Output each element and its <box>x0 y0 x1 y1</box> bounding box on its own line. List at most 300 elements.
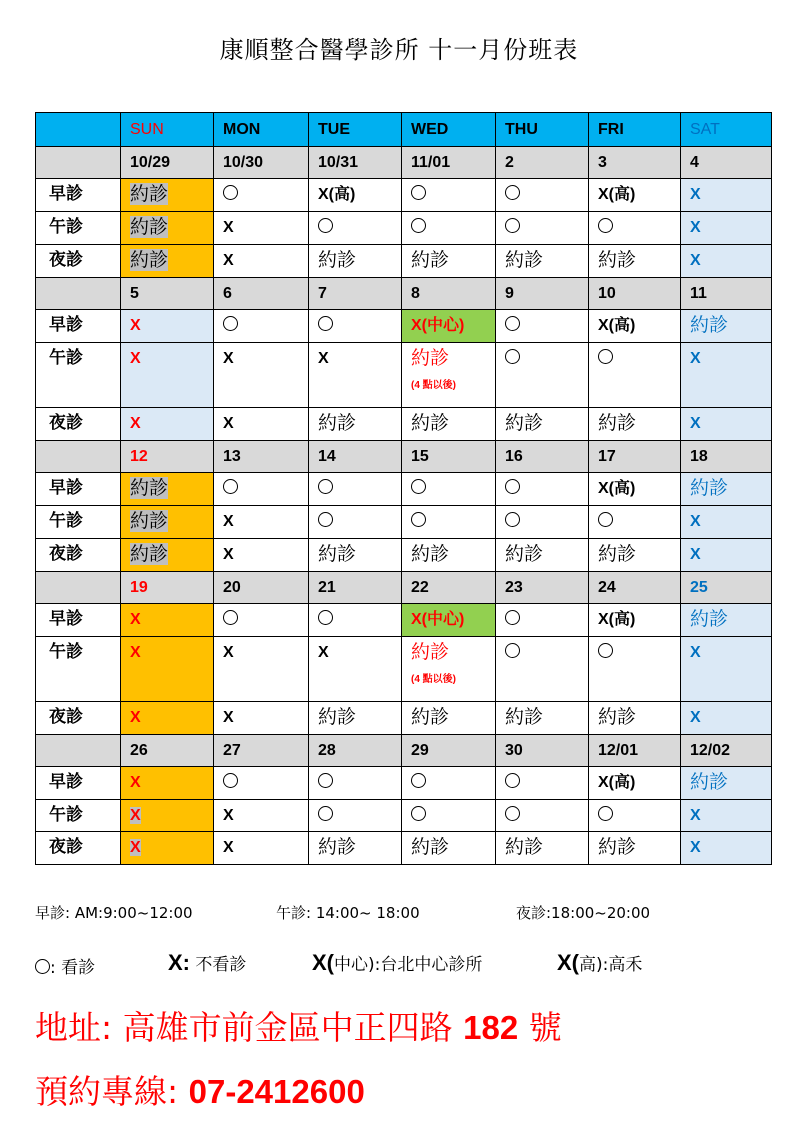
date-cell <box>681 278 772 310</box>
weekday-label: THU <box>505 121 538 138</box>
legend-visit <box>35 953 95 978</box>
cell-value: X <box>130 839 141 856</box>
schedule-cell <box>681 767 772 800</box>
session-label <box>36 343 121 408</box>
date-label: 21 <box>318 579 336 596</box>
circle-icon <box>223 316 238 331</box>
schedule-cell <box>309 408 402 441</box>
schedule-cell <box>681 245 772 278</box>
date-cell <box>589 147 681 179</box>
schedule-cell <box>309 604 402 637</box>
phone-label: 預約專線: <box>35 1072 179 1111</box>
schedule-cell <box>589 310 681 343</box>
cell-value: 約診 <box>411 706 450 728</box>
date-cell <box>309 441 402 473</box>
date-cell <box>309 278 402 310</box>
schedule-cell <box>496 702 589 735</box>
cell-value: 約診 <box>318 836 357 858</box>
session-label-text: 午診 <box>49 642 83 662</box>
date-cell <box>309 572 402 604</box>
date-cell <box>402 147 496 179</box>
legend-x-symbol: X: <box>168 950 190 975</box>
weekday-label: TUE <box>318 121 350 138</box>
schedule-cell <box>402 473 496 506</box>
schedule-cell <box>309 245 402 278</box>
schedule-cell <box>496 506 589 539</box>
schedule-cell <box>309 539 402 572</box>
schedule-cell <box>496 245 589 278</box>
date-label: 4 <box>690 154 699 171</box>
cell-value: X <box>130 774 141 791</box>
cell-value: 約診 <box>411 836 450 858</box>
schedule-cell <box>496 832 589 865</box>
circle-icon <box>598 218 613 233</box>
date-cell <box>121 572 214 604</box>
schedule-cell <box>589 212 681 245</box>
schedule-cell <box>121 637 214 702</box>
circle-icon <box>411 479 426 494</box>
legend-no-visit <box>168 950 246 976</box>
schedule-cell <box>681 408 772 441</box>
circle-icon <box>598 806 613 821</box>
schedule-cell <box>496 310 589 343</box>
schedule-table <box>35 112 772 865</box>
circle-icon <box>411 806 426 821</box>
circle-icon <box>223 773 238 788</box>
legend-gao <box>557 950 642 976</box>
cell-value: X <box>223 350 234 367</box>
weekday-label: SAT <box>690 121 720 138</box>
cell-value: X(高) <box>318 186 356 203</box>
date-label: 2 <box>505 154 514 171</box>
date-label: 15 <box>411 448 429 465</box>
cell-value: X <box>690 546 701 563</box>
weekday-header <box>589 113 681 147</box>
schedule-cell <box>214 245 309 278</box>
date-label: 29 <box>411 742 429 759</box>
schedule-cell <box>214 310 309 343</box>
cell-value: 約診 <box>690 771 729 793</box>
cell-value: 約診 <box>318 412 357 434</box>
session-label-text: 早診 <box>49 184 83 204</box>
address-suffix: 號 <box>528 1008 562 1047</box>
schedule-cell <box>121 604 214 637</box>
cell-value: X <box>690 186 701 203</box>
circle-icon <box>598 512 613 527</box>
schedule-cell <box>589 539 681 572</box>
cell-value: 約診 <box>598 412 637 434</box>
session-label <box>36 245 121 278</box>
cell-value: 約診 <box>598 543 637 565</box>
session-label-text: 午診 <box>49 805 83 825</box>
date-label: 11 <box>690 285 707 302</box>
session-label-text: 午診 <box>49 217 83 237</box>
date-cell <box>121 735 214 767</box>
date-label: 26 <box>130 742 148 759</box>
cell-value: X(高) <box>598 317 636 334</box>
schedule-cell <box>309 800 402 832</box>
cell-value: X <box>690 709 701 726</box>
session-label-text: 夜診 <box>49 837 83 857</box>
hours-afternoon: 午診: 14:00~ 18:00 <box>276 904 420 922</box>
date-cell <box>402 278 496 310</box>
cell-value: X <box>223 839 234 856</box>
hours-morning: 早診: AM:9:00~12:00 <box>35 904 193 922</box>
cell-value: 約診 <box>130 216 169 238</box>
cell-value: 約診 <box>130 249 169 271</box>
date-cell <box>496 441 589 473</box>
date-label: 30 <box>505 742 523 759</box>
weekday-header <box>496 113 589 147</box>
cell-value: X <box>130 350 141 367</box>
date-row-label <box>36 572 121 604</box>
session-label <box>36 604 121 637</box>
date-cell <box>214 441 309 473</box>
schedule-cell <box>402 212 496 245</box>
date-cell <box>309 735 402 767</box>
cell-value: 約診 <box>505 249 544 271</box>
date-label: 11/01 <box>411 154 451 171</box>
session-label-text: 夜診 <box>49 544 83 564</box>
circle-icon <box>318 610 333 625</box>
cell-value: X <box>223 252 234 269</box>
schedule-cell <box>121 539 214 572</box>
cell-value: X(高) <box>598 611 636 628</box>
date-cell <box>496 735 589 767</box>
schedule-cell <box>496 408 589 441</box>
circle-icon <box>505 479 520 494</box>
schedule-cell <box>496 539 589 572</box>
schedule-cell <box>214 832 309 865</box>
circle-icon <box>35 959 50 974</box>
cell-value: X <box>223 644 234 661</box>
address-number: 182 <box>463 1009 519 1046</box>
session-row <box>36 539 772 572</box>
schedule-cell <box>589 506 681 539</box>
circle-icon <box>505 773 520 788</box>
schedule-cell <box>121 343 214 408</box>
session-row <box>36 506 772 539</box>
circle-icon <box>505 610 520 625</box>
schedule-cell <box>589 637 681 702</box>
schedule-cell <box>496 212 589 245</box>
session-label <box>36 179 121 212</box>
date-label: 14 <box>318 448 336 465</box>
schedule-cell <box>214 212 309 245</box>
circle-icon <box>318 512 333 527</box>
schedule-cell <box>121 212 214 245</box>
cell-value: X <box>223 219 234 236</box>
circle-icon <box>505 512 520 527</box>
date-label: 17 <box>598 448 616 465</box>
weekday-header <box>121 113 214 147</box>
weekday-label: MON <box>223 121 261 138</box>
schedule-cell <box>309 702 402 735</box>
date-cell <box>589 735 681 767</box>
cell-value: 約診 <box>598 836 637 858</box>
schedule-cell <box>402 604 496 637</box>
cell-value: X <box>223 415 234 432</box>
session-label-text: 早診 <box>49 609 83 629</box>
cell-value: X <box>690 350 701 367</box>
schedule-cell <box>121 179 214 212</box>
circle-icon <box>505 806 520 821</box>
session-row <box>36 212 772 245</box>
schedule-cell <box>589 702 681 735</box>
cell-value: 約診 <box>318 543 357 565</box>
date-label: 18 <box>690 448 708 465</box>
schedule-cell <box>309 212 402 245</box>
circle-icon <box>223 479 238 494</box>
cell-value: 約診 <box>411 249 450 271</box>
date-cell <box>681 735 772 767</box>
cell-value: X <box>223 709 234 726</box>
schedule-cell <box>681 473 772 506</box>
date-row-label <box>36 147 121 179</box>
date-row-label <box>36 441 121 473</box>
weekday-header <box>681 113 772 147</box>
cell-value: 約診 <box>411 347 450 369</box>
circle-icon <box>505 185 520 200</box>
cell-value: 約診 <box>318 706 357 728</box>
schedule-cell <box>681 637 772 702</box>
cell-value: X <box>690 644 701 661</box>
schedule-cell <box>589 604 681 637</box>
date-label: 9 <box>505 285 514 302</box>
schedule-cell <box>589 832 681 865</box>
legend-center-symbol: X( <box>312 950 334 975</box>
header-corner <box>36 113 121 147</box>
date-cell <box>681 441 772 473</box>
schedule-cell <box>402 408 496 441</box>
cell-value: 約診 <box>598 249 637 271</box>
schedule-cell <box>681 539 772 572</box>
legend-visit-text: : 看診 <box>50 958 96 978</box>
weekday-header <box>309 113 402 147</box>
session-label <box>36 408 121 441</box>
date-label: 28 <box>318 742 336 759</box>
schedule-cell <box>402 702 496 735</box>
circle-icon <box>598 643 613 658</box>
date-cell <box>214 147 309 179</box>
schedule-cell <box>496 604 589 637</box>
date-cell <box>309 147 402 179</box>
session-label <box>36 832 121 865</box>
date-label: 13 <box>223 448 241 465</box>
date-row <box>36 735 772 767</box>
cell-value: 約診 <box>505 706 544 728</box>
session-label <box>36 212 121 245</box>
weekday-label: WED <box>411 121 449 138</box>
session-label <box>36 800 121 832</box>
schedule-cell <box>309 637 402 702</box>
cell-value: 約診 <box>690 314 729 336</box>
date-label: 24 <box>598 579 616 596</box>
session-row <box>36 800 772 832</box>
date-row <box>36 147 772 179</box>
legend-center-text: 中心):台北中心診所 <box>334 955 483 975</box>
schedule-cell <box>496 800 589 832</box>
hours-evening: 夜診:18:00~20:00 <box>516 904 651 922</box>
cell-note: (4 點以後) <box>411 674 456 685</box>
schedule-cell <box>681 832 772 865</box>
date-row <box>36 572 772 604</box>
schedule-cell <box>121 832 214 865</box>
weekday-label: FRI <box>598 121 624 138</box>
date-label: 25 <box>690 579 708 596</box>
schedule-cell <box>121 800 214 832</box>
schedule-cell <box>121 310 214 343</box>
schedule-cell <box>309 832 402 865</box>
schedule-cell <box>681 310 772 343</box>
session-row <box>36 179 772 212</box>
schedule-cell <box>589 473 681 506</box>
session-row <box>36 473 772 506</box>
session-label <box>36 506 121 539</box>
schedule-cell <box>214 506 309 539</box>
schedule-cell <box>589 408 681 441</box>
circle-icon <box>505 218 520 233</box>
date-label: 27 <box>223 742 241 759</box>
phone-number: 07-2412600 <box>188 1073 365 1110</box>
session-label <box>36 473 121 506</box>
date-label: 10 <box>598 285 616 302</box>
weekday-header <box>214 113 309 147</box>
date-row-label <box>36 278 121 310</box>
schedule-cell <box>309 506 402 539</box>
schedule-cell <box>214 473 309 506</box>
date-cell <box>402 441 496 473</box>
circle-icon <box>411 773 426 788</box>
cell-value: X <box>223 807 234 824</box>
cell-value: X(中心) <box>411 317 465 334</box>
schedule-cell <box>214 800 309 832</box>
cell-value: X <box>130 709 141 726</box>
schedule-cell <box>402 310 496 343</box>
date-label: 10/30 <box>223 154 264 171</box>
schedule-cell <box>402 832 496 865</box>
date-cell <box>121 278 214 310</box>
schedule-cell <box>309 473 402 506</box>
circle-icon <box>505 643 520 658</box>
schedule-cell <box>589 245 681 278</box>
session-label-text: 夜診 <box>49 413 83 433</box>
session-label-text: 早診 <box>49 772 83 792</box>
cell-value: X <box>130 644 141 661</box>
cell-value: 約診 <box>598 706 637 728</box>
address <box>35 1002 562 1049</box>
date-row-label <box>36 735 121 767</box>
circle-icon <box>223 610 238 625</box>
date-cell <box>496 147 589 179</box>
schedule-cell <box>121 408 214 441</box>
date-cell <box>402 735 496 767</box>
circle-icon <box>411 218 426 233</box>
session-row <box>36 604 772 637</box>
cell-value: X <box>690 252 701 269</box>
schedule-cell <box>121 245 214 278</box>
date-cell <box>121 441 214 473</box>
session-label-text: 夜診 <box>49 707 83 727</box>
date-cell <box>589 572 681 604</box>
schedule-cell <box>496 179 589 212</box>
schedule-cell <box>214 343 309 408</box>
date-label: 10/29 <box>130 154 171 171</box>
cell-value: X <box>690 219 701 236</box>
schedule-cell <box>681 800 772 832</box>
schedule-cell <box>589 179 681 212</box>
cell-value: 約診 <box>130 510 169 532</box>
cell-value: 約診 <box>411 412 450 434</box>
schedule-cell <box>589 343 681 408</box>
page-title: 康順整合醫學診所 十一月份班表 <box>219 36 579 64</box>
address-text: 高雄市前金區中正四路 <box>122 1008 453 1047</box>
date-row <box>36 441 772 473</box>
session-label-text: 早診 <box>49 315 83 335</box>
session-row <box>36 702 772 735</box>
date-label: 22 <box>411 579 429 596</box>
schedule-cell <box>681 179 772 212</box>
schedule-cell <box>496 767 589 800</box>
cell-value: 約診 <box>505 836 544 858</box>
cell-value: 約診 <box>318 249 357 271</box>
phone <box>35 1066 365 1113</box>
schedule-cell <box>681 506 772 539</box>
cell-value: 約診 <box>505 412 544 434</box>
date-label: 16 <box>505 448 523 465</box>
legend-gao-symbol: X( <box>557 950 579 975</box>
cell-value: 約診 <box>411 543 450 565</box>
schedule-cell <box>402 767 496 800</box>
date-cell <box>121 147 214 179</box>
schedule-cell <box>402 245 496 278</box>
circle-icon <box>505 316 520 331</box>
schedule-cell <box>402 506 496 539</box>
session-row <box>36 343 772 408</box>
session-label-text: 早診 <box>49 478 83 498</box>
schedule-cell <box>214 539 309 572</box>
weekday-header <box>402 113 496 147</box>
session-row <box>36 637 772 702</box>
session-row <box>36 310 772 343</box>
date-cell <box>214 735 309 767</box>
circle-icon <box>411 185 426 200</box>
session-label <box>36 767 121 800</box>
schedule-cell <box>402 539 496 572</box>
cell-value: X(高) <box>598 480 636 497</box>
date-label: 23 <box>505 579 523 596</box>
schedule-cell <box>589 767 681 800</box>
legend-center <box>312 950 482 976</box>
cell-value: 約診 <box>690 608 729 630</box>
schedule-cell <box>309 179 402 212</box>
cell-value: 約診 <box>130 183 169 205</box>
schedule-cell <box>681 702 772 735</box>
date-cell <box>402 572 496 604</box>
schedule-cell <box>496 343 589 408</box>
cell-value: X <box>318 350 329 367</box>
schedule-cell <box>681 604 772 637</box>
date-cell <box>496 278 589 310</box>
date-label: 20 <box>223 579 241 596</box>
schedule-cell <box>496 473 589 506</box>
circle-icon <box>318 479 333 494</box>
session-label <box>36 637 121 702</box>
session-label-text: 夜診 <box>49 250 83 270</box>
session-row <box>36 408 772 441</box>
schedule-cell <box>121 506 214 539</box>
circle-icon <box>318 316 333 331</box>
